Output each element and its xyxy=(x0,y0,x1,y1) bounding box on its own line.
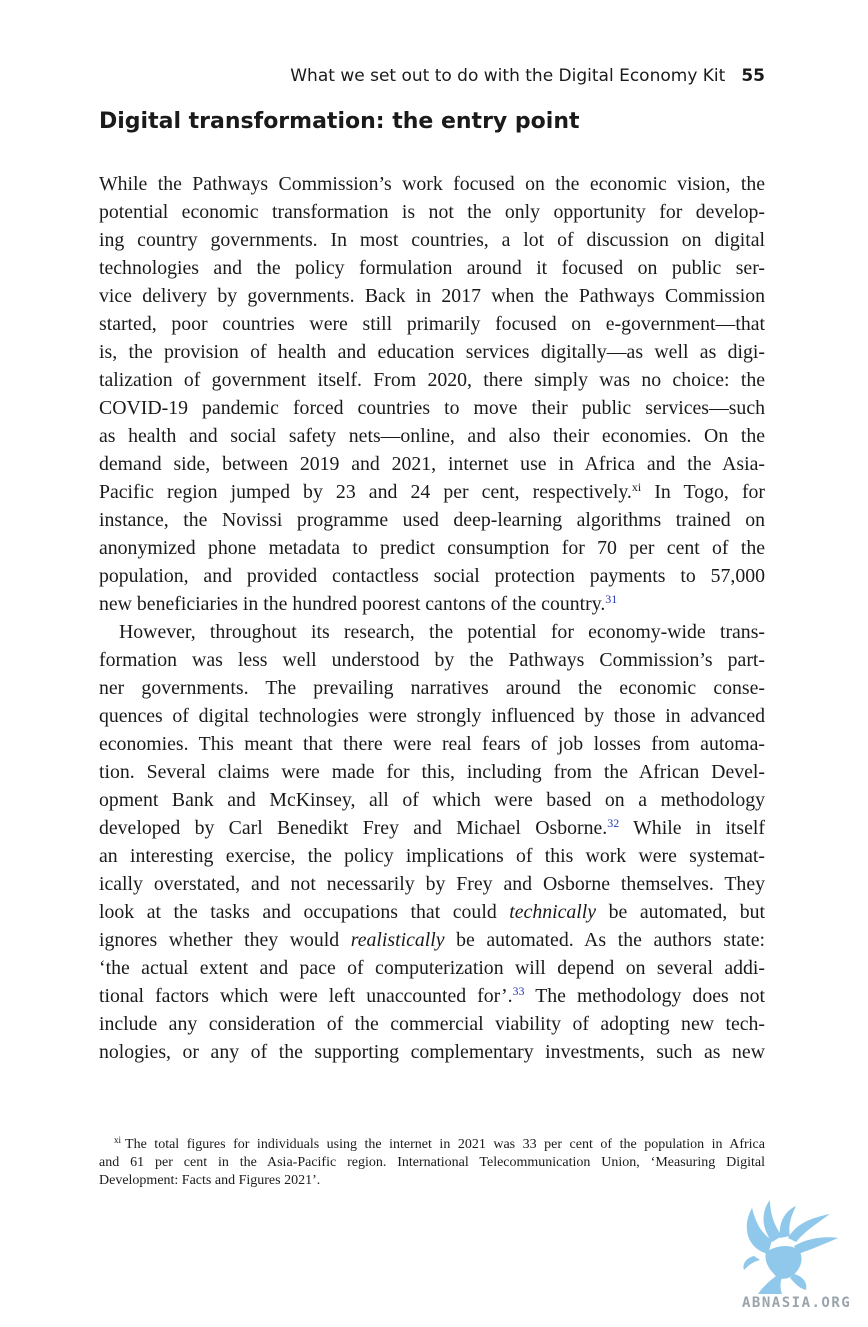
footnote-marker: xi xyxy=(114,1135,122,1145)
text-line: is, the provision of health and education services digitally—as well as digi- xyxy=(99,341,765,363)
text-line: anonymized phone metadata to predict consumption for 70 per cent of the xyxy=(99,537,765,559)
running-head xyxy=(290,66,765,86)
watermark-text: ABNASIA.ORG xyxy=(742,1295,852,1311)
text-line: opment Bank and McKinsey, all of which were based on a methodology xyxy=(99,789,765,811)
page-number: 55 xyxy=(741,66,765,86)
emphasis-realistically: realistically xyxy=(350,929,445,951)
footnote xyxy=(99,1136,765,1190)
text-line: started, poor countries were still primarily focused on e-government—that xyxy=(99,313,765,335)
text-line: technologies and the policy formulation around it focused on public ser- xyxy=(99,257,765,279)
text-line xyxy=(99,982,765,1010)
text-line: include any consideration of the commercial viability of adopting new tech- xyxy=(99,1013,765,1035)
bird-logo-icon xyxy=(738,1196,842,1296)
text-segment: ignores whether they would xyxy=(99,929,351,951)
text-segment: Pacific region jumped by 23 and 24 per cent, respectively. xyxy=(99,481,632,503)
text-line: ner governments. The prevailing narratives around the economic conse- xyxy=(99,677,765,699)
text-line: as health and social safety nets—online, and also their economies. On the xyxy=(99,425,765,447)
footnote-line xyxy=(99,1136,765,1154)
text-line: COVID-19 pandemic forced countries to move their public services—such xyxy=(99,397,765,419)
text-segment: While in itself xyxy=(619,817,765,839)
text-line: ically overstated, and not necessarily by Frey and Osborne themselves. They xyxy=(99,873,765,895)
text-line: formation was less well understood by the Pathways Commission’s part- xyxy=(99,649,765,671)
text-line: demand side, between 2019 and 2021, internet use in Africa and the Asia- xyxy=(99,453,765,475)
paragraph-1 xyxy=(99,170,765,618)
text-line xyxy=(99,814,765,842)
footnote-line: and 61 per cent in the Asia-Pacific region. International Telecommunication Union, ‘Measuring Digital xyxy=(99,1155,765,1170)
body-text xyxy=(99,170,765,1066)
text-line: tion. Several claims were made for this, including from the African Devel- xyxy=(99,761,765,783)
footnote-text: The total figures for individuals using the internet in 2021 was 33 per cent of the population in Africa xyxy=(125,1137,765,1152)
endnote-ref-32[interactable]: 32 xyxy=(607,816,620,830)
text-line: instance, the Novissi programme used deep-learning algorithms trained on xyxy=(99,509,765,531)
text-line xyxy=(99,898,765,926)
text-line: talization of government itself. From 2020, there simply was no choice: the xyxy=(99,369,765,391)
text-segment: be automated, but xyxy=(596,901,765,923)
text-line xyxy=(99,590,765,618)
text-line: ‘the actual extent and pace of computerization will depend on several addi- xyxy=(99,957,765,979)
text-segment: In Togo, for xyxy=(641,481,766,503)
footnote-marker-xi[interactable]: xi xyxy=(631,480,642,494)
text-line: an interesting exercise, the policy implications of this work were systemat- xyxy=(99,845,765,867)
text-line: potential economic transformation is not the only opportunity for develop- xyxy=(99,201,765,223)
text-segment: look at the tasks and occupations that could xyxy=(99,901,510,923)
paragraph-2 xyxy=(99,618,765,1066)
text-line xyxy=(99,478,765,506)
text-line: population, and provided contactless social protection payments to 57,000 xyxy=(99,565,765,587)
text-line: ing country governments. In most countries, a lot of discussion on digital xyxy=(99,229,765,251)
text-line: However, throughout its research, the potential for economy-wide trans- xyxy=(119,621,765,643)
text-line: economies. This meant that there were real fears of job losses from automa- xyxy=(99,733,765,755)
text-segment: The methodology does not xyxy=(524,985,766,1007)
endnote-ref-31[interactable]: 31 xyxy=(605,592,618,606)
text-line: While the Pathways Commission’s work focused on the economic vision, the xyxy=(99,173,765,195)
text-segment: tional factors which were left unaccounted for’. xyxy=(99,985,513,1007)
endnote-ref-33[interactable]: 33 xyxy=(512,984,525,998)
section-heading: Digital transformation: the entry point xyxy=(99,109,580,134)
text-segment: be automated. As the authors state: xyxy=(444,929,765,951)
running-title: What we set out to do with the Digital Economy Kit xyxy=(290,66,726,86)
text-line: nologies, or any of the supporting complementary investments, such as new xyxy=(99,1041,765,1063)
text-line xyxy=(99,926,765,954)
emphasis-technically: technically xyxy=(509,901,597,923)
text-segment: developed by Carl Benedikt Frey and Michael Osborne. xyxy=(99,817,608,839)
text-line: quences of digital technologies were strongly influenced by those in advanced xyxy=(99,705,765,727)
text-line: vice delivery by governments. Back in 2017 when the Pathways Commission xyxy=(99,285,765,307)
text-segment: new beneficiaries in the hundred poorest cantons of the country. xyxy=(99,593,606,615)
footnote-line: Development: Facts and Figures 2021’. xyxy=(99,1173,321,1188)
